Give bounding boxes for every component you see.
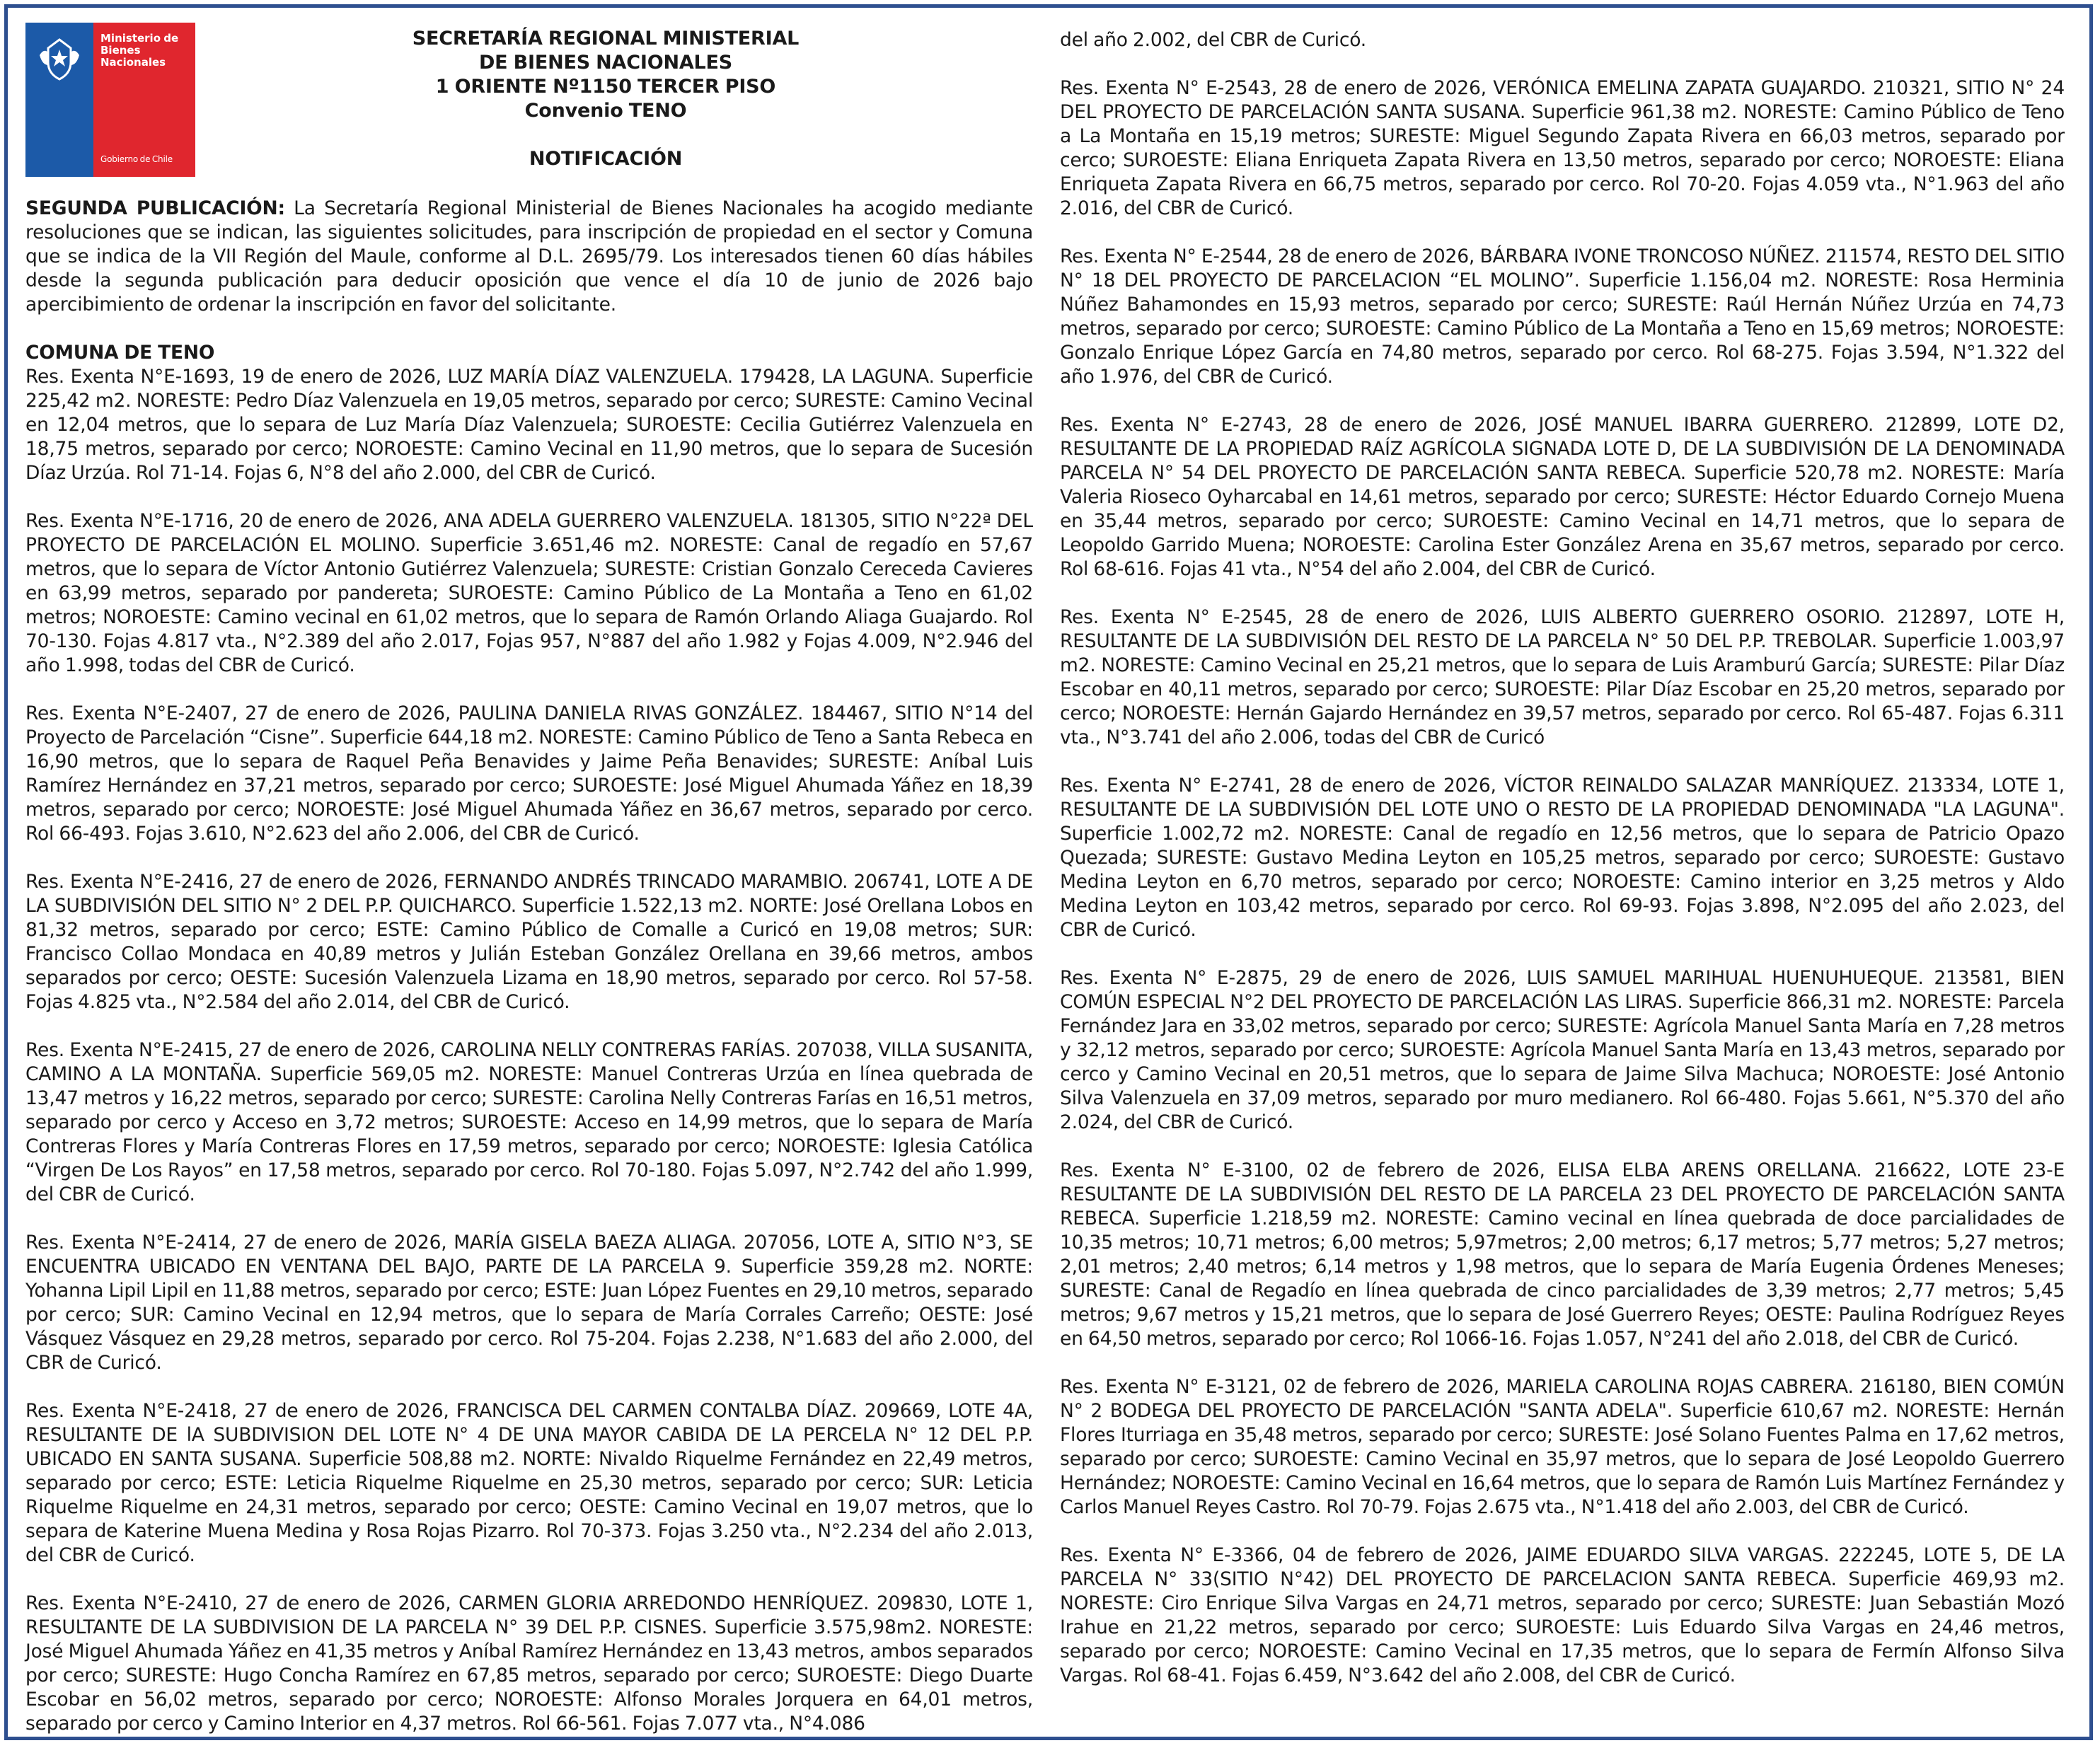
entry-paragraph: Res. Exenta N°E-1693, 19 de enero de 2026, LUZ MARÍA DÍAZ VALENZUELA. 179428, LA LAGUNA. Superficie 225,42 m2. NORESTE: Pedro Díaz Valenzuela en 19,05 metros, separado por cerco; SURESTE: Camino Vecinal en 12,04 metros, que lo separa de Luz María Díaz Valenzuela; SUROESTE: Cecilia Gutiérrez Valenzuela en 18,75 metros, separado por cerco; NOROESTE: Camino Vecinal en 11,90 metros, que lo separa de Sucesión Díaz Urzúa. Rol 71-14. Fojas 6, N°8 del año 2.000, del CBR de Curicó. — [25, 366, 1033, 484]
entry-paragraph: Res. Exenta N°E-2415, 27 de enero de 2026, CAROLINA NELLY CONTRERAS FARÍAS. 207038, VILLA SUSANITA, CAMINO A LA MONTAÑA. Superficie 569,05 m2. NORESTE: Manuel Contreras Urzúa en línea quebrada de 13,47 metros y 16,22 metros, separado por cerco; SURESTE: Carolina Nelly Contreras Farías en 16,51 metros, separado por cerco y Acceso en 3,72 metros; SUROESTE: Acceso en 14,99 metros, que lo separa de María Contreras Flores y María Contreras Flores en 17,59 metros, separado por cerco; NOROESTE: Iglesia Católica “Virgen De Los Rayos” en 17,58 metros, separado por cerco. Rol 70-180. Fojas 5.097, N°2.742 del año 1.999, del CBR de Curicó. — [25, 1039, 1033, 1205]
entry-paragraph: Res. Exenta N°E-1716, 20 de enero de 2026, ANA ADELA GUERRERO VALENZUELA. 181305, SITIO N°22ª DEL PROYECTO DE PARCELACIÓN EL MOLINO. Superficie 3.651,46 m2. NORESTE: Canal de regadío en 57,67 metros, que lo separa de Víctor Antonio Gutiérrez Valenzuela; SURESTE: Cristian Gonzalo Cereceda Cavieres en 63,99 metros, separado por pandereta; SUROESTE: Camino Público de La Montaña a Teno en 61,02 metros; NOROESTE: Camino vecinal en 61,02 metros, que lo separa de Ramón Orlando Aliaga Guajardo. Rol 70-130. Fojas 4.817 vta., N°2.389 del año 2.017, Fojas 957, N°887 del año 1.982 y Fojas 4.009, N°2.946 del año 1.998, todas del CBR de Curicó. — [25, 510, 1033, 676]
entry-paragraph: Res. Exenta N°E-2410, 27 de enero de 2026, CARMEN GLORIA ARREDONDO HENRÍQUEZ. 209830, LOTE 1, RESULTANTE DE LA SUBDIVISION DE LA PARCELA N° 39 DEL P.P. CISNES. Superficie 3.575,98m2. NORESTE: José Miguel Ahumada Yáñez en 41,35 metros y Aníbal Ramírez Hernández en 13,43 metros, ambos separados por cerco; SURESTE: Hugo Concha Ramírez en 67,85 metros, separado por cerco; SUROESTE: Diego Duarte Escobar en 56,02 metros, separado por cerco; NOROESTE: Alfonso Morales Jorquera en 64,01 metros, separado por cerco y Camino Interior en 4,37 metros. Rol 66-561. Fojas 7.077 vta., N°4.086 — [25, 1592, 1033, 1735]
logo-government-text: Gobierno de Chile — [100, 154, 173, 164]
ministry-logo — [25, 23, 195, 177]
entry-paragraph: Res. Exenta N°E-2416, 27 de enero de 2026, FERNANDO ANDRÉS TRINCADO MARAMBIO. 206741, LOTE A DE LA SUBDIVISIÓN DEL SITIO N° 2 DEL P.P. QUICHARCO. Superficie 1.522,13 m2. NORTE: José Orellana Lobos en 81,32 metros, separado por cerco; ESTE: Camino Público de Comalle a Curicó en 19,08 metros; SUR: Francisco Collao Mondaca en 40,89 metros y Julián Esteban González Orellana en 39,66 metros, ambos separados por cerco; OESTE: Sucesión Valenzuela Lizama en 18,90 metros, separado por cerco. Rol 57-58. Fojas 4.825 vta., N°2.584 del año 2.014, del CBR de Curicó. — [25, 871, 1033, 1013]
header-line-2: DE BIENES NACIONALES — [478, 52, 733, 74]
coat-of-arms-icon — [34, 34, 85, 85]
entry-paragraph: Res. Exenta N°E-2407, 27 de enero de 2026, PAULINA DANIELA RIVAS GONZÁLEZ. 184467, SITIO N°14 del Proyecto de Parcelación “Cisne”. Superficie 644,18 m2. NORESTE: Camino Público de Teno a Santa Rebeca en 16,90 metros, que lo separa de Raquel Peña Benavides y Jaime Peña Benavides; SURESTE: Aníbal Luis Ramírez Hernández en 37,21 metros, separado por cerco; SUROESTE: José Miguel Ahumada Yáñez en 18,39 metros, separado por cerco; NOROESTE: José Miguel Ahumada Yáñez en 36,67 metros, separado por cerco. Rol 66-493. Fojas 3.610, N°2.623 del año 2.006, del CBR de Curicó. — [25, 702, 1033, 845]
notice-header — [25, 20, 1033, 197]
header-line-4: Convenio TENO — [524, 100, 687, 122]
entry-paragraph: Res. Exenta N° E-2545, 28 de enero de 2026, LUIS ALBERTO GUERRERO OSORIO. 212897, LOTE H, RESULTANTE DE LA SUBDIVISIÓN DEL RESTO DE LA PARCELA N° 50 DEL P.P. TREBOLAR. Superficie 1.003,97 m2. NORESTE: Camino Vecinal en 25,21 metros, que lo separa de Luis Aramburú García; SURESTE: Pilar Díaz Escobar en 40,11 metros, separado por cerco; SUROESTE: Pilar Díaz Escobar en 25,20 metros, separado por cerco; NOROESTE: Hernán Gajardo Hernández en 39,57 metros, separado por cerco. Rol 65-487. Fojas 6.311 vta., N°3.741 del año 2.006, todas del CBR de Curicó — [1060, 606, 2065, 748]
entry-paragraph: Res. Exenta N° E-3100, 02 de febrero de 2026, ELISA ELBA ARENS ORELLANA. 216622, LOTE 23-E RESULTANTE DE LA SUBDIVISIÓN DEL RESTO DE LA PARCELA 23 DEL PROYECTO DE PARCELACIÓN SANTA REBECA. Superficie 1.218,59 m2. NORESTE: Camino vecinal en línea quebrada de doce parcialidades de 10,35 metros; 10,71 metros; 6,00 metros; 5,97metros; 2,00 metros; 6,17 metros; 5,77 metros; 5,27 metros; 2,01 metros; 2,40 metros; 6,14 metros y 1,98 metros, que lo separa de María Eugenia Órdenes Meneses; SURESTE: Canal de Regadío en línea quebrada de cinco parcialidades de 3,39 metros; 2,77 metros; 5,45 metros; 9,67 metros y 15,21 metros, que lo separa de José Guerrero Reyes; OESTE: Paulina Rodríguez Reyes en 64,50 metros, separado por cerco; Rol 1066-16. Fojas 1.057, N°241 del año 2.018, del CBR de Curicó. — [1060, 1159, 2065, 1350]
header-line-3: 1 ORIENTE Nº1150 TERCER PISO — [435, 76, 776, 98]
entry-paragraph: Res. Exenta N°E-2418, 27 de enero de 2026, FRANCISCA DEL CARMEN CONTALBA DÍAZ. 209669, LOTE 4A, RESULTANTE DE lA SUBDIVISION DEL LOTE N° 4 DE UNA MAYOR CABIDA DE LA PERCELA N° 12 DEL P.P. UBICADO EN SANTA SUSANA. Superficie 508,88 m2. NORTE: Nivaldo Riquelme Fernández en 22,49 metros, separado por cerco; ESTE: Leticia Riquelme Riquelme en 25,30 metros, separado por cerco; SUR: Leticia Riquelme Riquelme en 24,31 metros, separado por cerco; OESTE: Camino Vecinal en 19,07 metros, que lo separa de Katerine Muena Medina y Rosa Rojas Pizarro. Rol 70-373. Fojas 3.250 vta., N°2.234 del año 2.013, del CBR de Curicó. — [25, 1400, 1033, 1566]
intro-label: SEGUNDA PUBLICACIÓN: — [25, 197, 285, 219]
intro-text: La Secretaría Regional Ministerial de Bienes Nacionales ha acogido mediante resoluciones que se indican, las siguientes solicitudes, para inscripción de propiedad en el sector y Comuna que se indica de la VII Región del Maule, conforme al D.L. 2695/79. Los interesados tienen 60 días hábiles desde la segunda publicación para deducir oposición que vence el día 10 de junio de 2026 bajo apercibimiento de ordenar la inscripción en favor del solicitante. — [25, 197, 1033, 315]
header-title-block — [238, 27, 974, 171]
entry-paragraph: Res. Exenta N° E-3121, 02 de febrero de 2026, MARIELA CAROLINA ROJAS CABRERA. 216180, BIEN COMÚN N° 2 BODEGA DEL PROYECTO DE PARCELACIÓN "SANTA ADELA". Superficie 610,67 m2. NORESTE: Hernán Flores Iturriaga en 35,48 metros, separado por cerco; SURESTE: José Solano Fuentes Palma en 17,62 metros, separado por cerco; SUROESTE: Camino Vecinal en 35,97 metros, que lo separa de José Leopoldo Guerrero Hernández; NOROESTE: Camino Vecinal en 16,64 metros, que lo separa de Ramón Luis Martínez Fernández y Carlos Manuel Reyes Castro. Rol 70-79. Fojas 2.675 vta., N°1.418 del año 2.003, del CBR de Curicó. — [1060, 1376, 2065, 1518]
entry-paragraph: Res. Exenta N°E-2414, 27 de enero de 2026, MARÍA GISELA BAEZA ALIAGA. 207056, LOTE A, SITIO N°3, SE ENCUENTRA UBICADO EN VENTANA DEL BAJO, PARTE DE LA PARCELA 9. Superficie 359,28 m2. NORTE: Yohanna Lipil Lipil en 11,88 metros, separado por cerco; ESTE: Juan López Fuentes en 29,10 metros, separado por cerco; SUR: Camino Vecinal en 12,94 metros, que lo separa de María Corrales Carreño; OESTE: José Vásquez Vásquez en 29,28 metros, separado por cerco. Rol 75-204. Fojas 2.238, N°1.683 del año 2.000, del CBR de Curicó. — [25, 1232, 1033, 1374]
entry-paragraph: Res. Exenta N° E-2875, 29 de enero de 2026, LUIS SAMUEL MARIHUAL HUENUHUEQUE. 213581, BIEN COMÚN ESPECIAL N°2 DEL PROYECTO DE PARCELACIÓN LAS LIRAS. Superficie 866,31 m2. NORESTE: Parcela Fernández Jara en 33,02 metros, separado por cerco; SURESTE: Agrícola Manuel Santa María en 7,28 metros y 32,12 metros, separado por cerco; SUROESTE: Agrícola Manuel Santa María en 13,43 metros, separado por cerco y Camino Vecinal en 20,51 metros, que lo separa de Jaime Silva Machuca; NOROESTE: José Antonio Silva Valenzuela en 37,09 metros, separado por muro medianero. Rol 66-480. Fojas 5.661, N°5.370 del año 2.024, del CBR de Curicó. — [1060, 967, 2065, 1133]
entry-paragraph: Res. Exenta N° E-2743, 28 de enero de 2026, JOSÉ MANUEL IBARRA GUERRERO. 212899, LOTE D2, RESULTANTE DE LA PROPIEDAD RAÍZ AGRÍCOLA SIGNADA LOTE D, DE LA SUBDIVISIÓN DE LA DENOMINADA PARCELA N° 54 DEL PROYECTO DE PARCELACIÓN SANTA REBECA. Superficie 520,78 m2. NORESTE: María Valeria Rioseco Oyharcabal en 14,61 metros, separado por cerco; SURESTE: Héctor Eduardo Cornejo Muena en 35,44 metros, separado por cerco; SUROESTE: Camino Vecinal en 14,71 metros, que lo separa de Leopoldo Garrido Muena; NOROESTE: Carolina Ester González Arena en 35,67 metros, separado por cerco. Rol 68-616. Fojas 41 vta., N°54 del año 2.004, del CBR de Curicó. — [1060, 414, 2065, 580]
header-line-1: SECRETARÍA REGIONAL MINISTERIAL — [412, 28, 800, 50]
left-column — [25, 20, 1033, 1760]
notification-title: NOTIFICACIÓN — [529, 148, 683, 170]
entry-paragraph: Res. Exenta N° E-2544, 28 de enero de 2026, BÁRBARA IVONE TRONCOSO NÚÑEZ. 211574, RESTO DEL SITIO N° 18 DEL PROYECTO DE PARCELACION “EL MOLINO”. Superficie 1.156,04 m2. NORESTE: Rosa Herminia Núñez Bahamondes en 15,93 metros, separado por cerco; SURESTE: Raúl Hernán Núñez Urzúa en 74,73 metros, separado por cerco; SUROESTE: Camino Público de La Montaña a Teno en 15,69 metros; NOROESTE: Gonzalo Enrique López García en 74,80 metros, separado por cerco. Rol 68-275. Fojas 3.594, N°1.322 del año 1.976, del CBR de Curicó. — [1060, 245, 2065, 388]
comuna-heading: COMUNA DE TENO — [25, 342, 215, 364]
entry-paragraph: Res. Exenta N° E-3366, 04 de febrero de 2026, JAIME EDUARDO SILVA VARGAS. 222245, LOTE 5, DE LA PARCELA N° 33(SITIO N°42) DEL PROYECTO DE PARCELACION SANTA REBECA. Superficie 469,93 m2. NORESTE: Ciro Enrique Silva Vargas en 24,71 metros, separado por cerco; SURESTE: Juan Sebastián Mozó Irahue en 21,22 metros, separado por cerco; SUROESTE: Luis Eduardo Silva Vargas en 24,46 metros, separado por cerco; NOROESTE: Camino Vecinal en 17,35 metros, que lo separa de Fermín Alfonso Silva Vargas. Rol 68-41. Fojas 6.459, N°3.642 del año 2.008, del CBR de Curicó. — [1060, 1544, 2065, 1686]
entry-paragraph: Res. Exenta N° E-2741, 28 de enero de 2026, VÍCTOR REINALDO SALAZAR MANRÍQUEZ. 213334, LOTE 1, RESULTANTE DE LA SUBDIVISIÓN DEL LOTE UNO O RESTO DE LA PROPIEDAD DENOMINADA "LA LAGUNA". Superficie 1.002,72 m2. NORESTE: Canal de regadío en 12,56 metros, que lo separa de Patricio Opazo Quezada; SURESTE: Gustavo Medina Leyton en 105,25 metros, separado por cerco; SUROESTE: Gustavo Medina Leyton en 6,70 metros, separado por cerco; NOROESTE: Camino interior en 3,25 metros y Aldo Medina Leyton en 103,42 metros, separado por cerco. Rol 69-93. Fojas 3.898, N°2.095 del año 2.023, del CBR de Curicó. — [1060, 775, 2065, 941]
intro-paragraph — [25, 197, 1033, 317]
right-column — [1060, 28, 2065, 1712]
entry-paragraph: Res. Exenta N° E-2543, 28 de enero de 2026, VERÓNICA EMELINA ZAPATA GUAJARDO. 210321, SITIO N° 24 DEL PROYECTO DE PARCELACIÓN SANTA SUSANA. Superficie 961,38 m2. NORESTE: Camino Público de Teno a La Montaña en 15,19 metros; SURESTE: Miguel Segundo Zapata Rivera en 66,03 metros, separado por cerco; SUROESTE: Eliana Enriqueta Zapata Rivera en 13,50 metros, separado por cerco; NOROESTE: Eliana Enriqueta Zapata Rivera en 66,75 metros, separado por cerco. Rol 70-20. Fojas 4.059 vta., N°1.963 del año 2.016, del CBR de Curicó. — [1060, 77, 2065, 219]
entry-continuation: del año 2.002, del CBR de Curicó. — [1060, 29, 1366, 51]
logo-ministry-text: Ministerio de Bienes Nacionales — [100, 32, 179, 69]
